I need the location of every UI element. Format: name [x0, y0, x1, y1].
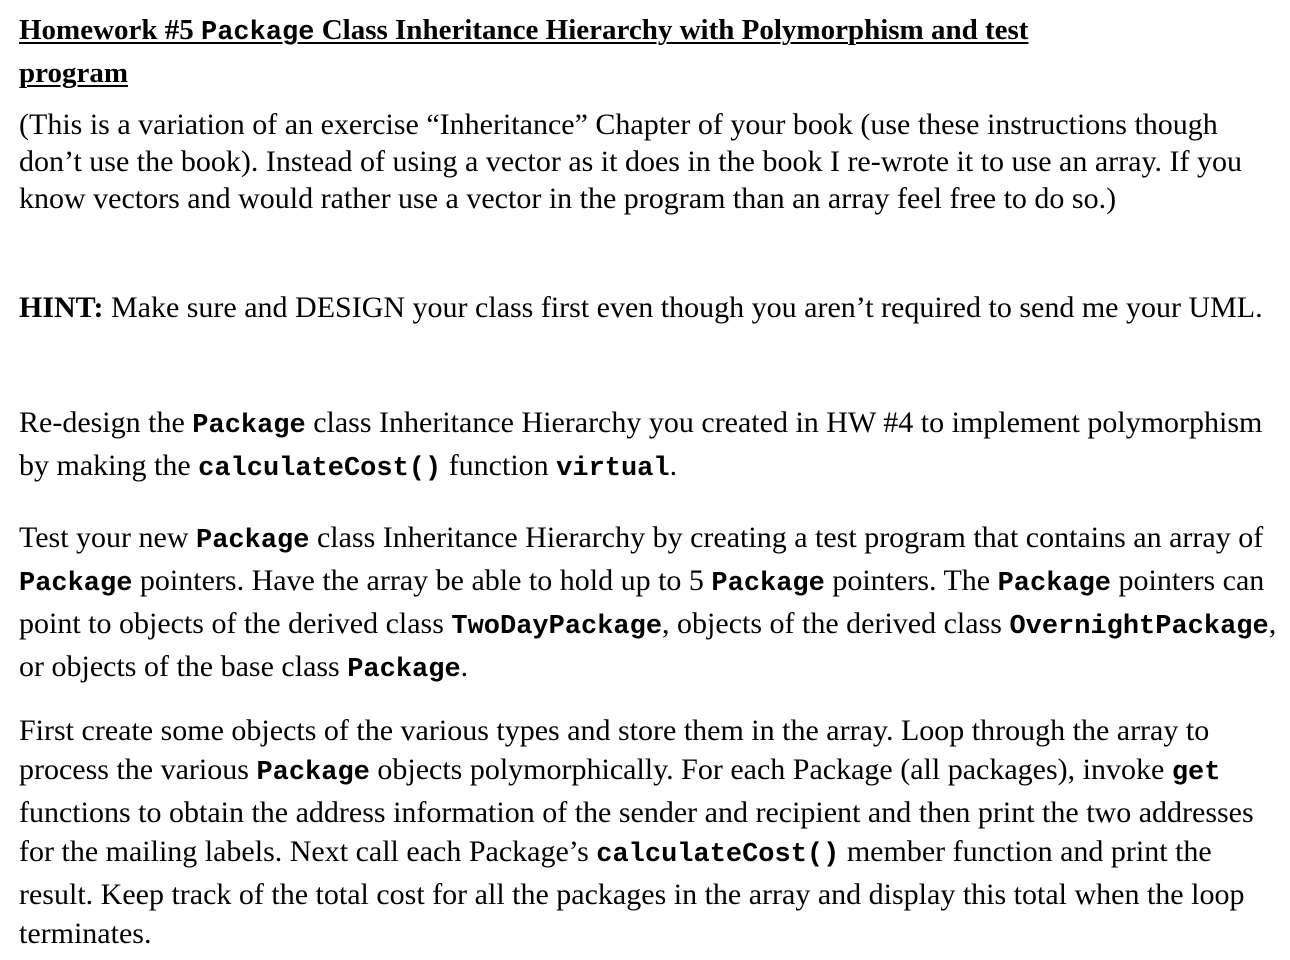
redesign-text-3: function — [441, 449, 557, 482]
process-text-3: functions to obtain the address information of the sender and recipient and then print the two addresses for the mailing labels. Next call each Package’s — [19, 796, 1254, 868]
process-code-1: Package — [256, 758, 370, 788]
test-code-7: Package — [347, 655, 461, 685]
test-text-2: class Inheritance Hierarchy by creating a test program that contains an array of — [309, 521, 1264, 554]
redesign-text-4: . — [669, 449, 678, 482]
test-code-3: Package — [711, 569, 825, 599]
process-text-4: member function and print the result. Keep track of the total cost for all the packages in the array and display this total when the loop terminates. — [19, 835, 1245, 950]
process-text-1: First create some objects of the various types and store them in the array. Loop through the array to process the various — [19, 714, 1210, 786]
test-paragraph — [19, 518, 1281, 690]
test-text-8: . — [460, 650, 469, 683]
test-code-4: Package — [997, 569, 1112, 599]
test-code-2: Package — [19, 569, 133, 599]
title-code-package: Package — [201, 18, 315, 48]
test-code-6: OvernightPackage — [1009, 612, 1269, 642]
test-text-6: , objects of the derived class — [662, 607, 1010, 640]
hint-label: HINT: — [19, 291, 104, 324]
title-text-start: Homework #5 — [19, 14, 202, 46]
test-text-7: , or objects of the base class — [19, 607, 1277, 683]
document-title — [19, 10, 1281, 93]
title-line-1 — [19, 10, 1281, 53]
test-text-3: pointers. Have the array be able to hold up to 5 — [132, 564, 712, 597]
intro-paragraph: (This is a variation of an exercise “Inheritance” Chapter of your book (use these instructions though don’t use the book). Instead of using a vector as it does in the book I re-wrote it to use an array. If you know vectors and would rather use a vector in the program than an array feel free to do so.) — [19, 108, 1242, 215]
test-text-5: pointers can point to objects of the derived class — [19, 564, 1265, 640]
title-text-end: Class Inheritance Hierarchy with Polymorphism and test — [314, 14, 1029, 46]
hint-text: Make sure and DESIGN your class first even though you aren’t required to send me your UML. — [103, 291, 1263, 324]
test-code-1: Package — [196, 526, 310, 556]
redesign-text-2: class Inheritance Hierarchy you created in HW #4 to implement polymorphism by making the — [19, 406, 1263, 482]
redesign-text-1: Re-design the — [19, 406, 193, 439]
redesign-code-calculatecost: calculateCost() — [198, 454, 442, 484]
test-text-4: pointers. The — [824, 564, 998, 597]
hint-paragraph — [19, 289, 1281, 326]
process-text-2: objects polymorphically. For each Package (all packages), invoke — [369, 753, 1172, 786]
process-paragraph — [19, 711, 1281, 953]
redesign-paragraph — [19, 403, 1281, 489]
redesign-code-virtual: virtual — [556, 454, 670, 484]
process-code-2: get — [1171, 758, 1221, 788]
process-code-3: calculateCost() — [596, 840, 840, 870]
test-text-1: Test your new — [19, 521, 197, 554]
title-line-2: program — [19, 57, 129, 89]
test-code-5: TwoDayPackage — [451, 612, 663, 642]
redesign-code-package: Package — [192, 411, 306, 441]
